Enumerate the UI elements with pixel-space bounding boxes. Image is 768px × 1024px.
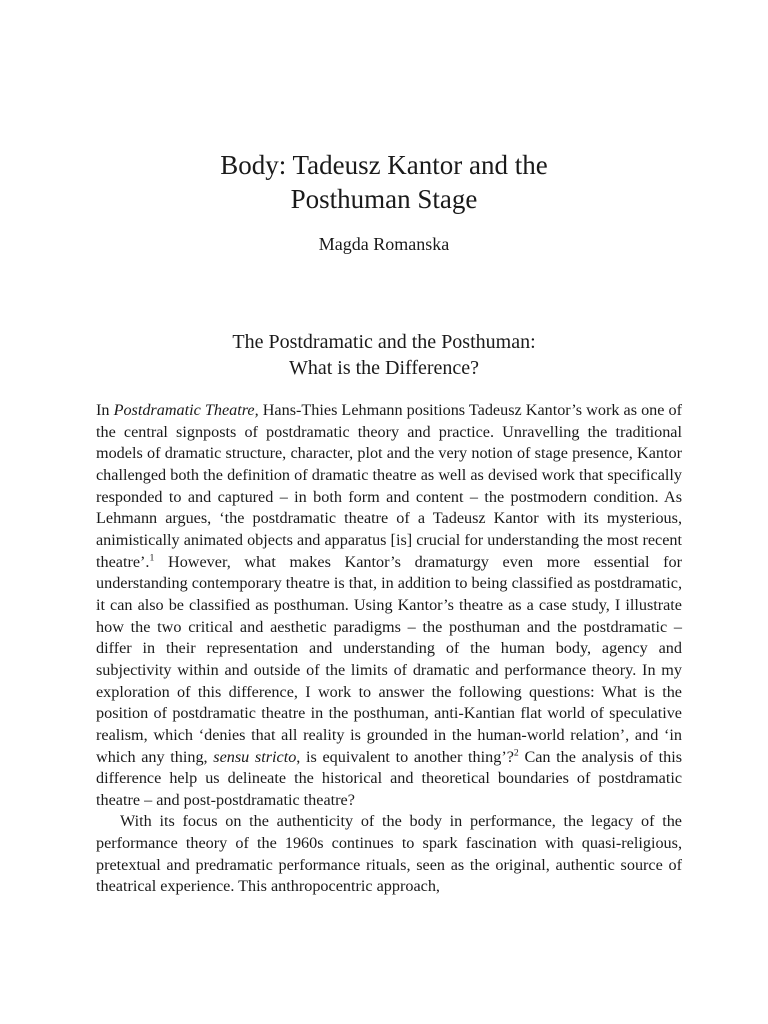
section-heading-line-1: The Postdramatic and the Posthuman:	[232, 331, 536, 353]
p1-text-5: Can the analysis of this difference help us delineate the historical and theoretical boundaries of postdramatic theatre – and post-postdramatic theatre?	[96, 747, 682, 809]
chapter-title-line-1: Body: Tadeusz Kantor and the	[220, 150, 548, 180]
p1-text-1: In	[96, 401, 114, 419]
body-text	[96, 400, 682, 898]
section-heading	[0, 329, 768, 381]
p1-text-4: , is equivalent to another thing’?	[296, 747, 514, 766]
p1-text-2: Hans-Thies Lehmann positions Tadeusz Kantor’s work as one of the central signposts of postdramatic theory and practice. Unravelling the traditional models of dramatic structure, character, plot and the very notion of stage presence, Kantor challenged both the definition of dramatic theatre as well as devised work that specifically responded to and captured – in both form and content – the postmodern condition. As Lehmann argues, ‘the postdramatic theatre of a Tadeusz Kantor with its mysterious, animistically animated objects and apparatus [is] crucial for understanding the most recent theatre’.	[96, 401, 682, 571]
chapter-title-line-2: Posthuman Stage	[290, 184, 478, 214]
italic-sensu-stricto: sensu stricto	[213, 747, 297, 766]
footnote-marker-2: 2	[513, 747, 519, 759]
paragraph-2: With its focus on the authenticity of the body in performance, the legacy of the performance theory of the 1960s continues to spark fascination with quasi-religious, pretextual and predramatic performance rituals, seen as the original, authentic source of theatrical experience. This anthropocentric approach,	[96, 812, 682, 896]
section-heading-line-2: What is the Difference?	[288, 357, 480, 379]
paragraph-1	[96, 400, 682, 811]
book-title-postdramatic-theatre: Postdramatic Theatre,	[113, 401, 259, 419]
footnote-marker-1: 1	[149, 552, 155, 564]
p1-text-3: However, what makes Kantor’s dramaturgy even more essential for understanding contemporary theatre is that, in addition to being classified as postdramatic, it can also be classified as posthuman. Using Kantor’s theatre as a case study, I illustrate how the two critical and aesthetic paradigms – the posthuman and the postdramatic – differ in their representation and understanding of the human body, agency and subjectivity within and outside of the limits of dramatic and performance theory. In my exploration of this difference, I work to answer the following questions: What is the position of postdramatic theatre in the posthuman, anti-Kantian flat world of speculative realism, which ‘denies that all reality is grounded in the human-world relation’, and ‘in which any thing,	[96, 552, 682, 766]
chapter-title	[0, 148, 768, 216]
author-name: Magda Romanska	[318, 234, 450, 254]
